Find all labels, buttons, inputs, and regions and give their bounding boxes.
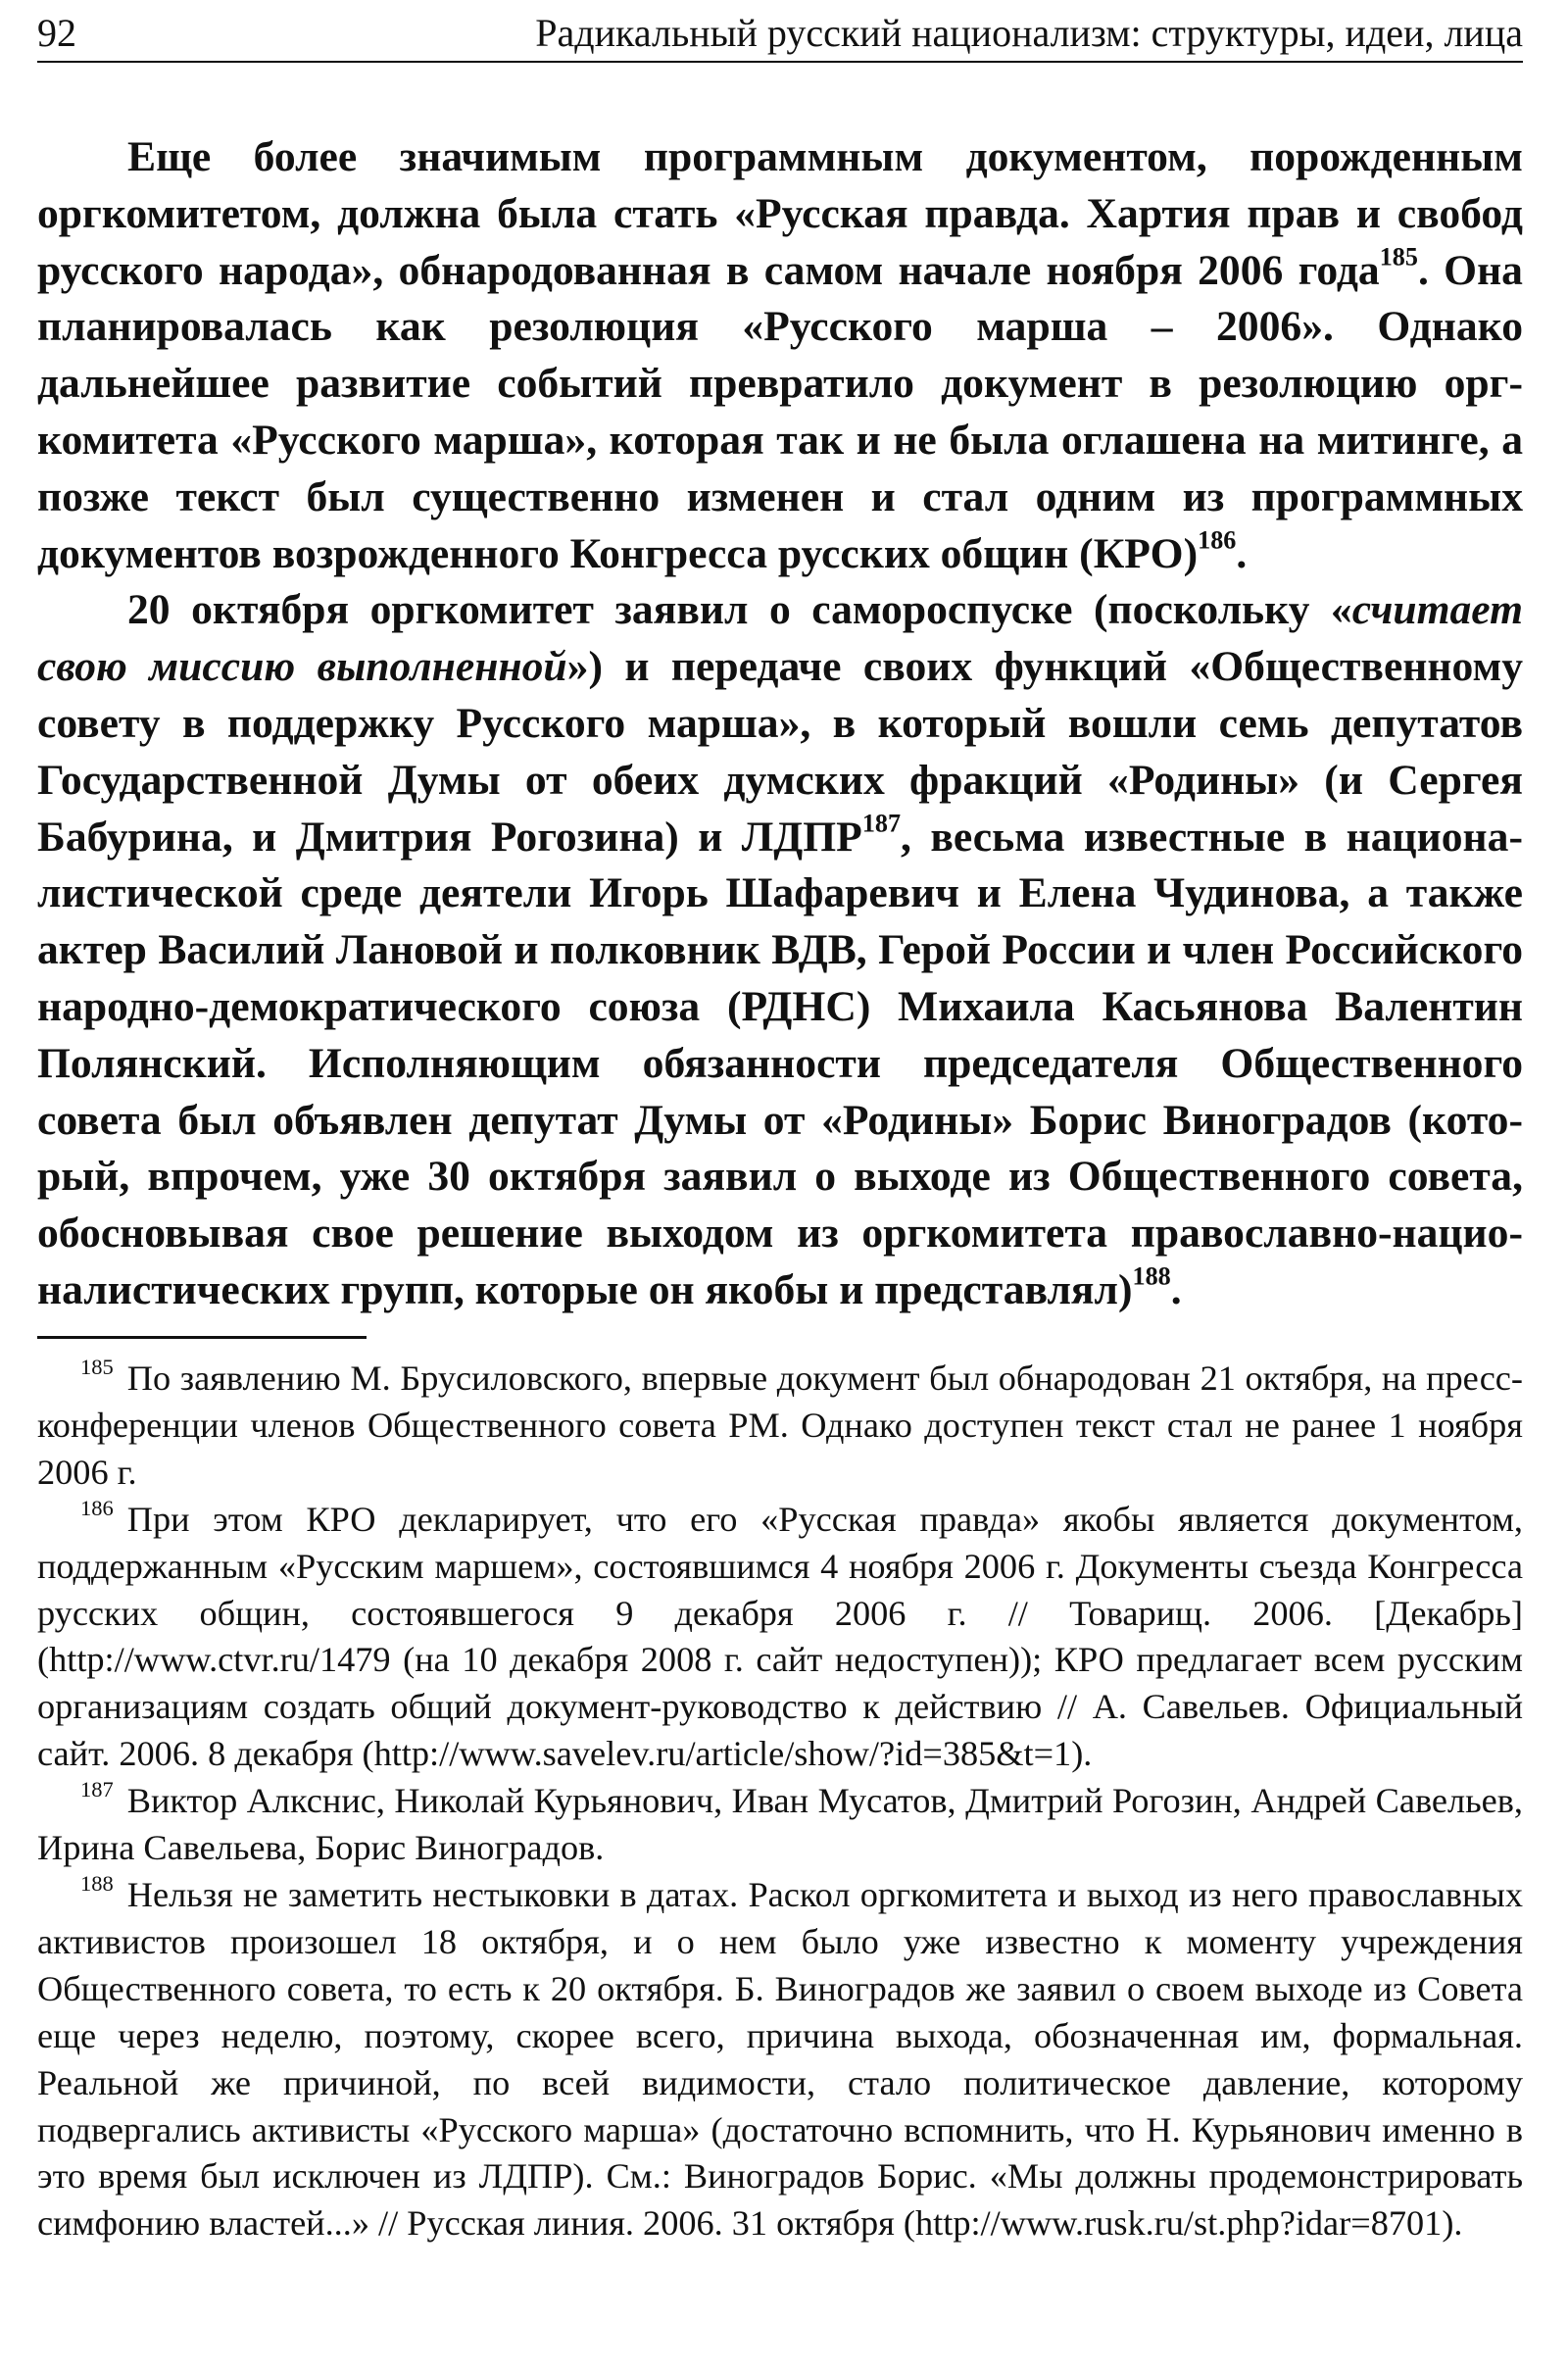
footnote-text: По заявлению М. Брусиловского, впервые документ был обнародован 21 октября, на пресс-конференции членов Общественного совета РМ. Однако доступен текст стал не ранее 1 ноября 2006 г.: [37, 1358, 1523, 1492]
footnote-188: [37, 1872, 1523, 2247]
paragraph-text: . Она планировалась как резолюция «Русского марша – 2006». Однако дальнейшее развитие событий превратило документ в резолюцию оргкомитета «Русского марша», которая так и не была оглашена на митинге, а позже текст был существенно изменен и стал одним из программных документов возрожденного Конгресса русских общин (КРО): [37, 246, 1523, 577]
footnote-ref-188: 188: [1132, 1261, 1171, 1291]
footnote-number: 186: [80, 1495, 114, 1520]
page-header: [37, 6, 1523, 63]
footnote-ref-186: 186: [1198, 524, 1237, 554]
footnote-number: 185: [80, 1355, 114, 1380]
footnote-divider: [37, 1336, 367, 1339]
footnote-text: При этом КРО декларирует, что его «Русская правда» якобы является документом, поддержанным «Русским маршем», состоявшимся 4 ноября 2006 г. Документы съезда Конгресса русских общин, состоявшегося 9 декабря 2006 г. // Товарищ. 2006. [Декабрь] (http://www.ctvr.ru/1479 (на 10 декабря 2008 г. сайт недоступен)); КРО предлагает всем русским организациям создать общий документ-руководство к действию // А. Савельев. Официальный сайт. 2006. 8 декабря (http://www.savelev.ru/article/show/?id=385&t=1).: [37, 1499, 1523, 1774]
main-text: [37, 129, 1523, 1319]
running-title: Радикальный русский национализм: структуры, идеи, лица: [535, 11, 1523, 55]
paragraph-1: [37, 129, 1523, 582]
footnote-text: Нельзя не заметить нестыковки в датах. Раскол оргкомитета и выход из него православных активистов произошел 18 октября, и о нем было уже известно к моменту учреждения Общественного совета, то есть к 20 октября. Б. Виноградов же заявил о своем выходе из Совета еще через неделю, поэтому, скорее всего, причина выхода, обозначенная им, формальная. Реальной же причиной, по всей видимости, стало политическое давление, которому подвергались активисты «Русского марша» (достаточно вспомнить, что Н. Курьянович именно в это время был исключен из ЛДПР). См.: Виноградов Борис. «Мы должны продемонстрировать симфонию властей...» // Русская линия. 2006. 31 октября (http://www.rusk.ru/st.php?idar=8701).: [37, 1874, 1523, 2244]
paragraph-text: , весьма известные в националистической среде деятели Игорь Шафаревич и Елена Чудинова, а также актер Василий Лановой и полковник ВДВ, Герой России и член Российского народно-демократического союза (РДНС) Михаила Касьянова Валентин Полянский. Исполняющим обязанности председателя Общественного совета был объявлен депутат Думы от «Родины» Борис Виноградов (который, впрочем, уже 30 октября заявил о выходе из Общественного совета, обосновывая свое решение выходом из оргкомитета православно-националистических групп, которые он якобы и представлял): [37, 813, 1523, 1313]
footnote-ref-187: 187: [861, 808, 902, 837]
footnote-number: 187: [80, 1777, 114, 1802]
italic-quote: считает свою миссию выполненной: [37, 586, 1523, 691]
paragraph-text: .: [1236, 529, 1248, 577]
footnote-185: [37, 1356, 1523, 1497]
footnote-number: 188: [80, 1871, 114, 1897]
paragraph-text: Еще более значимым программным документом, порожденным оргкомитетом, должна была стать «Русская правда. Хартия прав и свобод русского народа», обнародованная в самом начале ноября 2006 года: [37, 133, 1523, 294]
footnote-ref-185: 185: [1379, 241, 1418, 271]
footnote-186: [37, 1497, 1523, 1778]
footnote-187: [37, 1778, 1523, 1872]
footnotes: [37, 1356, 1523, 2247]
page-number: 92: [37, 11, 76, 55]
paragraph-text: .: [1170, 1265, 1182, 1313]
paragraph-text: 20 октября оргкомитет заявил о самороспуске (поскольку «: [127, 586, 1352, 634]
footnote-text: Виктор Алкснис, Николай Курьянович, Иван Мусатов, Дмитрий Рогозин, Андрей Савельев, Ирина Савельева, Борис Виноградов.: [37, 1781, 1523, 1868]
paragraph-text: ») и передаче своих функций «Общественному совету в поддержку Русского марша», в который вошли семь депутатов Государственной Думы от обеих думских фракций «Родины» (и Сергея Бабурина, и Дмитрия Рогозина) и ЛДПР: [37, 643, 1523, 861]
paragraph-2: [37, 582, 1523, 1318]
